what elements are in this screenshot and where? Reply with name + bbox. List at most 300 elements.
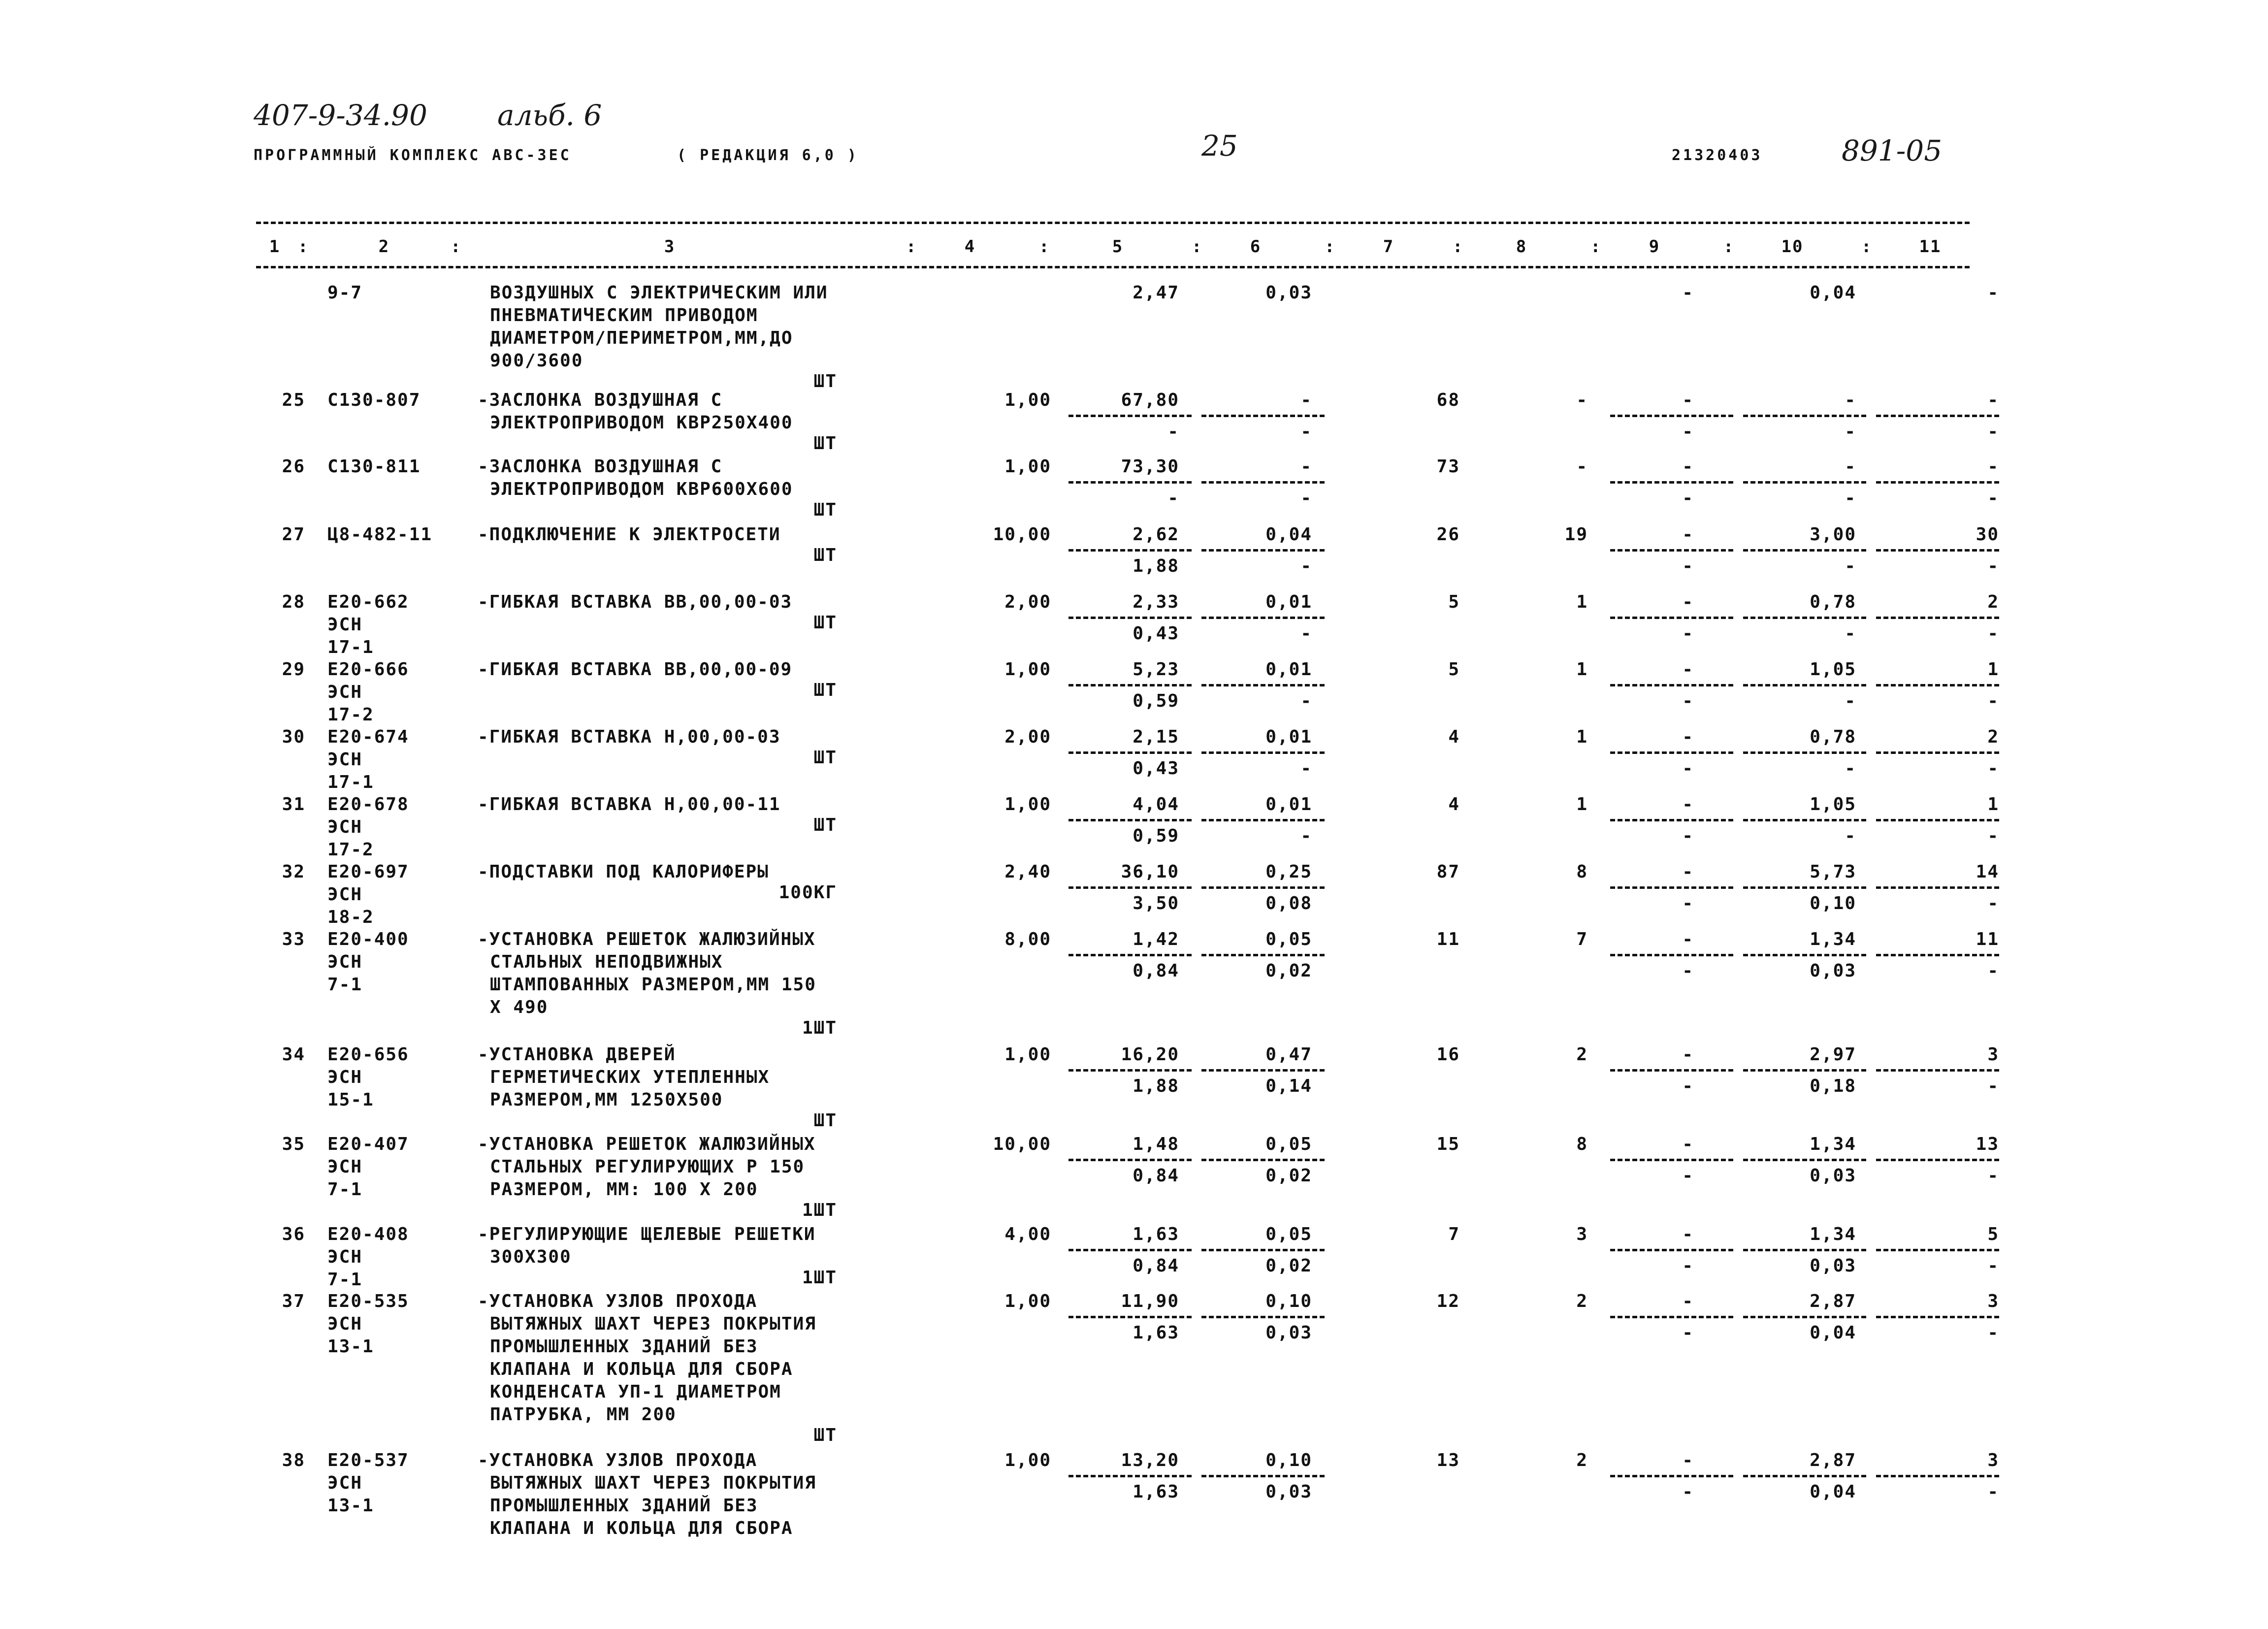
sub-value-col-11: - [1987, 1076, 1999, 1096]
work-description: -ГИБКАЯ ВСТАВКА ВВ,00,00-03 [478, 592, 793, 612]
value-col-4: 2,00 [1004, 592, 1051, 612]
value-divider [1743, 1316, 1866, 1318]
value-divider [1743, 415, 1866, 417]
value-col-5: 2,33 [1133, 592, 1179, 612]
resource-code: 17-1 [327, 637, 374, 657]
value-col-7: 4 [1448, 794, 1460, 814]
sub-value-col-11: - [1987, 691, 1999, 711]
value-divider [1876, 1069, 1999, 1072]
value-divider [1610, 1159, 1733, 1161]
value-col-8: - [1576, 456, 1588, 477]
value-divider [1876, 1316, 1999, 1318]
resource-code: Е20-656 [327, 1044, 409, 1065]
value-col-11: 2 [1987, 592, 1999, 612]
value-col-9: - [1682, 794, 1694, 814]
sub-value-col-5: 3,50 [1133, 893, 1179, 913]
unit-of-measure: 1ШТ [802, 1018, 837, 1038]
work-description: ПРОМЫШЛЕННЫХ ЗДАНИЙ БЕЗ [490, 1336, 758, 1357]
value-divider [1876, 819, 1999, 821]
header-bottom-rule [256, 266, 1970, 268]
work-description: Х 490 [490, 997, 549, 1017]
value-col-5: 36,10 [1121, 862, 1179, 882]
value-divider [1069, 684, 1192, 686]
work-description: -УСТАНОВКА РЕШЕТОК ЖАЛЮЗИЙНЫХ [478, 1134, 816, 1154]
sub-value-col-10: 0,04 [1810, 1323, 1856, 1343]
value-divider [1201, 617, 1325, 619]
value-col-5: 4,04 [1133, 794, 1179, 814]
resource-code: Е20-662 [327, 592, 409, 612]
sub-value-col-5: 0,59 [1133, 826, 1179, 846]
value-col-10: 0,78 [1810, 727, 1856, 747]
work-description: ВЫТЯЖНЫХ ШАХТ ЧЕРЕЗ ПОКРЫТИЯ [490, 1473, 816, 1493]
value-divider [1069, 886, 1192, 889]
value-col-4: 1,00 [1004, 1044, 1051, 1065]
row-number: 27 [282, 524, 305, 545]
resource-code: 9-7 [327, 283, 363, 303]
value-col-7: 7 [1448, 1224, 1460, 1244]
value-divider [1876, 549, 1999, 552]
row-number: 36 [282, 1224, 305, 1244]
unit-of-measure: ШТ [813, 1425, 837, 1445]
row-number: 28 [282, 592, 305, 612]
resource-code: 17-1 [327, 772, 374, 792]
value-col-10: 1,34 [1810, 1134, 1856, 1154]
value-col-5: 11,90 [1121, 1291, 1179, 1311]
value-col-4: 1,00 [1004, 390, 1051, 410]
value-divider [1201, 1475, 1325, 1477]
value-col-9: - [1682, 659, 1694, 680]
work-description: КЛАПАНА И КОЛЬЦА ДЛЯ СБОРА [490, 1359, 793, 1379]
sub-value-col-6: 0,08 [1265, 893, 1312, 913]
unit-of-measure: ШТ [813, 371, 837, 391]
value-col-11: 1 [1987, 794, 1999, 814]
sub-value-col-6: - [1300, 691, 1312, 711]
value-divider [1876, 481, 1999, 484]
unit-of-measure: 1ШТ [802, 1200, 837, 1220]
work-description: -ГИБКАЯ ВСТАВКА ВВ,00,00-09 [478, 659, 793, 680]
value-divider [1201, 1069, 1325, 1072]
doc-code-handwritten: 407-9-34.90 [254, 98, 427, 132]
sub-value-col-10: - [1845, 691, 1856, 711]
work-description: ШТАМПОВАННЫХ РАЗМЕРОМ,ММ 150 [490, 975, 816, 995]
sub-value-col-11: - [1987, 1482, 1999, 1502]
value-col-8: 2 [1576, 1044, 1588, 1065]
value-divider [1610, 1069, 1733, 1072]
value-col-9: - [1682, 390, 1694, 410]
value-divider [1069, 549, 1192, 552]
sub-value-col-6: - [1300, 758, 1312, 779]
value-divider [1876, 751, 1999, 754]
value-divider [1610, 886, 1733, 889]
sub-value-col-10: - [1845, 488, 1856, 508]
row-number: 29 [282, 659, 305, 680]
work-description: ПНЕВМАТИЧЕСКИМ ПРИВОДОМ [490, 305, 758, 326]
value-col-10: 0,04 [1810, 283, 1856, 303]
value-divider [1610, 549, 1733, 552]
unit-of-measure: ШТ [813, 545, 837, 565]
value-col-7: 13 [1436, 1450, 1460, 1470]
sub-value-col-9: - [1682, 488, 1694, 508]
work-description: -ЗАСЛОНКА ВОЗДУШНАЯ С [478, 456, 723, 477]
work-description: РАЗМЕРОМ,ММ 1250Х500 [490, 1090, 723, 1110]
value-divider [1201, 886, 1325, 889]
row-number: 25 [282, 390, 305, 410]
program-title: ПРОГРАММНЫЙ КОМПЛЕКС АВС-3ЕС [254, 147, 572, 164]
sub-value-col-9: - [1682, 1256, 1694, 1276]
value-divider [1201, 481, 1325, 484]
value-divider [1876, 1249, 1999, 1251]
work-description: ЭЛЕКТРОПРИВОДОМ КВР600Х600 [490, 479, 793, 499]
value-divider [1743, 481, 1866, 484]
column-separator: : [1723, 237, 1735, 257]
sub-value-col-6: 0,14 [1265, 1076, 1312, 1096]
unit-of-measure: 1ШТ [802, 1268, 837, 1288]
sub-value-col-10: 0,03 [1810, 1256, 1856, 1276]
value-col-6: 0,05 [1265, 929, 1312, 949]
value-col-4: 1,00 [1004, 794, 1051, 814]
value-divider [1876, 1159, 1999, 1161]
value-col-10: 2,87 [1810, 1291, 1856, 1311]
work-description: ВОЗДУШНЫХ С ЭЛЕКТРИЧЕСКИМ ИЛИ [490, 283, 828, 303]
sub-value-col-6: 0,02 [1265, 961, 1312, 981]
row-number: 31 [282, 794, 305, 814]
value-col-6: 0,25 [1265, 862, 1312, 882]
unit-of-measure: ШТ [813, 748, 837, 768]
sub-value-col-11: - [1987, 422, 1999, 442]
value-col-7: 26 [1436, 524, 1460, 545]
sub-value-col-11: - [1987, 961, 1999, 981]
unit-of-measure: ШТ [813, 680, 837, 700]
resource-code: 13-1 [327, 1496, 374, 1516]
work-description: РАЗМЕРОМ, ММ: 100 Х 200 [490, 1179, 758, 1200]
row-number: 30 [282, 727, 305, 747]
value-divider [1743, 1069, 1866, 1072]
work-description: ЭЛЕКТРОПРИВОДОМ КВР250Х400 [490, 413, 793, 433]
value-col-8: 2 [1576, 1450, 1588, 1470]
row-number: 35 [282, 1134, 305, 1154]
value-divider [1876, 886, 1999, 889]
value-col-6: - [1300, 456, 1312, 477]
resource-code: Е20-697 [327, 862, 409, 882]
resource-code: 7-1 [327, 975, 363, 995]
sub-value-col-10: - [1845, 422, 1856, 442]
work-description: -ГИБКАЯ ВСТАВКА Н,00,00-03 [478, 727, 781, 747]
value-col-9: - [1682, 1450, 1694, 1470]
resource-code: 13-1 [327, 1336, 374, 1357]
value-col-5: 5,23 [1133, 659, 1179, 680]
page-number-handwritten: 25 [1201, 129, 1238, 163]
value-col-11: 2 [1987, 727, 1999, 747]
sub-value-col-5: 1,63 [1133, 1482, 1179, 1502]
sub-value-col-6: 0,03 [1265, 1323, 1312, 1343]
value-col-8: 1 [1576, 592, 1588, 612]
value-col-7: 87 [1436, 862, 1460, 882]
value-col-8: 8 [1576, 862, 1588, 882]
sub-value-col-6: - [1300, 556, 1312, 576]
value-col-8: 1 [1576, 727, 1588, 747]
value-col-11: - [1987, 456, 1999, 477]
work-description: -ПОДКЛЮЧЕНИЕ К ЭЛЕКТРОСЕТИ [478, 524, 781, 545]
column-separator: : [298, 237, 309, 257]
resource-code: 15-1 [327, 1090, 374, 1110]
value-divider [1610, 415, 1733, 417]
value-divider [1610, 751, 1733, 754]
value-col-9: - [1682, 524, 1694, 545]
unit-of-measure: ШТ [813, 433, 837, 454]
value-divider [1069, 1159, 1192, 1161]
value-col-5: 2,47 [1133, 283, 1179, 303]
row-number: 33 [282, 929, 305, 949]
value-divider [1610, 954, 1733, 956]
sub-value-col-5: 0,84 [1133, 1166, 1179, 1186]
value-divider [1743, 1249, 1866, 1251]
value-col-9: - [1682, 727, 1694, 747]
resource-code: ЭСН [327, 1473, 363, 1493]
value-col-10: - [1845, 390, 1856, 410]
value-divider [1610, 1316, 1733, 1318]
sub-value-col-5: 0,84 [1133, 1256, 1179, 1276]
value-col-9: - [1682, 456, 1694, 477]
value-col-4: 1,00 [1004, 1450, 1051, 1470]
column-number-10: 10 [1781, 237, 1804, 257]
value-col-10: 1,34 [1810, 929, 1856, 949]
value-divider [1610, 617, 1733, 619]
value-divider [1876, 415, 1999, 417]
work-description: -ЗАСЛОНКА ВОЗДУШНАЯ С [478, 390, 723, 410]
value-divider [1069, 617, 1192, 619]
resource-code: Ц8-482-11 [327, 524, 433, 545]
sub-value-col-10: - [1845, 556, 1856, 576]
work-description: -РЕГУЛИРУЮЩИЕ ЩЕЛЕВЫЕ РЕШЕТКИ [478, 1224, 816, 1244]
value-col-6: 0,03 [1265, 283, 1312, 303]
column-separator: : [1453, 237, 1464, 257]
sub-value-col-10: 0,18 [1810, 1076, 1856, 1096]
sub-value-col-5: 0,84 [1133, 961, 1179, 981]
resource-code: С130-811 [327, 456, 421, 477]
sub-value-col-11: - [1987, 488, 1999, 508]
sub-value-col-10: 0,10 [1810, 893, 1856, 913]
value-col-5: 1,42 [1133, 929, 1179, 949]
work-description: -УСТАНОВКА УЗЛОВ ПРОХОДА [478, 1291, 758, 1311]
value-col-6: 0,01 [1265, 794, 1312, 814]
value-col-11: 3 [1987, 1450, 1999, 1470]
column-number-8: 8 [1516, 237, 1527, 257]
resource-code: ЭСН [327, 615, 363, 635]
sub-value-col-11: - [1987, 893, 1999, 913]
value-col-7: 11 [1436, 929, 1460, 949]
value-col-4: 1,00 [1004, 456, 1051, 477]
value-col-9: - [1682, 1224, 1694, 1244]
value-divider [1743, 684, 1866, 686]
resource-code: Е20-407 [327, 1134, 409, 1154]
value-divider [1069, 481, 1192, 484]
resource-code: Е20-535 [327, 1291, 409, 1311]
resource-code: С130-807 [327, 390, 421, 410]
resource-code: 7-1 [327, 1179, 363, 1200]
value-col-11: 3 [1987, 1291, 1999, 1311]
sub-value-col-10: 0,03 [1810, 961, 1856, 981]
value-col-8: 2 [1576, 1291, 1588, 1311]
value-col-5: 67,80 [1121, 390, 1179, 410]
sub-value-col-11: - [1987, 826, 1999, 846]
value-col-9: - [1682, 283, 1694, 303]
work-description: ПРОМЫШЛЕННЫХ ЗДАНИЙ БЕЗ [490, 1496, 758, 1516]
work-description: СТАЛЬНЫХ НЕПОДВИЖНЫХ [490, 952, 723, 972]
column-number-4: 4 [964, 237, 976, 257]
resource-code: Е20-666 [327, 659, 409, 680]
value-col-10: 3,00 [1810, 524, 1856, 545]
sub-value-col-5: 1,88 [1133, 1076, 1179, 1096]
sub-value-col-6: 0,02 [1265, 1166, 1312, 1186]
sub-value-col-6: - [1300, 488, 1312, 508]
value-col-9: - [1682, 929, 1694, 949]
value-col-8: - [1576, 390, 1588, 410]
column-number-9: 9 [1649, 237, 1660, 257]
work-description: ВЫТЯЖНЫХ ШАХТ ЧЕРЕЗ ПОКРЫТИЯ [490, 1314, 816, 1334]
value-col-8: 1 [1576, 659, 1588, 680]
value-col-10: 2,87 [1810, 1450, 1856, 1470]
sub-value-col-11: - [1987, 758, 1999, 779]
value-divider [1201, 684, 1325, 686]
column-separator: : [1192, 237, 1203, 257]
resource-code: ЭСН [327, 682, 363, 702]
sub-value-col-5: 0,59 [1133, 691, 1179, 711]
sub-value-col-5: 1,88 [1133, 556, 1179, 576]
sub-value-col-10: 0,03 [1810, 1166, 1856, 1186]
value-divider [1743, 886, 1866, 889]
work-description: 300Х300 [490, 1247, 572, 1267]
sub-value-col-10: - [1845, 826, 1856, 846]
value-divider [1610, 1475, 1733, 1477]
sub-value-col-6: - [1300, 422, 1312, 442]
sub-value-col-5: - [1167, 488, 1179, 508]
resource-code: ЭСН [327, 749, 363, 770]
resource-code: 18-2 [327, 907, 374, 927]
value-col-4: 4,00 [1004, 1224, 1051, 1244]
column-number-7: 7 [1383, 237, 1394, 257]
value-col-7: 5 [1448, 659, 1460, 680]
value-col-10: 2,97 [1810, 1044, 1856, 1065]
work-description: -ПОДСТАВКИ ПОД КАЛОРИФЕРЫ [478, 862, 769, 882]
value-divider [1201, 954, 1325, 956]
value-col-11: - [1987, 390, 1999, 410]
sub-value-col-5: - [1167, 422, 1179, 442]
sub-value-col-6: 0,02 [1265, 1256, 1312, 1276]
work-description: -УСТАНОВКА УЗЛОВ ПРОХОДА [478, 1450, 758, 1470]
value-divider [1069, 819, 1192, 821]
value-col-11: 14 [1976, 862, 1999, 882]
value-divider [1069, 751, 1192, 754]
value-col-9: - [1682, 1134, 1694, 1154]
value-divider [1201, 549, 1325, 552]
unit-of-measure: 100КГ [778, 882, 837, 903]
value-col-8: 3 [1576, 1224, 1588, 1244]
unit-of-measure: ШТ [813, 500, 837, 520]
work-description: КЛАПАНА И КОЛЬЦА ДЛЯ СБОРА [490, 1518, 793, 1538]
sub-value-col-10: 0,04 [1810, 1482, 1856, 1502]
sub-value-col-9: - [1682, 1323, 1694, 1343]
value-divider [1201, 1159, 1325, 1161]
value-divider [1743, 751, 1866, 754]
column-separator: : [1039, 237, 1050, 257]
value-divider [1743, 819, 1866, 821]
resource-code: ЭСН [327, 884, 363, 905]
value-col-6: 0,10 [1265, 1450, 1312, 1470]
value-divider [1201, 1316, 1325, 1318]
value-col-11: 3 [1987, 1044, 1999, 1065]
row-number: 34 [282, 1044, 305, 1065]
value-col-6: - [1300, 390, 1312, 410]
value-divider [1201, 1249, 1325, 1251]
value-col-4: 1,00 [1004, 659, 1051, 680]
sub-value-col-5: 1,63 [1133, 1323, 1179, 1343]
value-col-9: - [1682, 592, 1694, 612]
unit-of-measure: ШТ [813, 1110, 837, 1131]
work-description: -УСТАНОВКА РЕШЕТОК ЖАЛЮЗИЙНЫХ [478, 929, 816, 949]
row-number: 37 [282, 1291, 305, 1311]
value-col-8: 8 [1576, 1134, 1588, 1154]
column-separator: : [451, 237, 462, 257]
sub-value-col-9: - [1682, 422, 1694, 442]
value-divider [1610, 819, 1733, 821]
sub-value-col-6: - [1300, 623, 1312, 644]
column-number-1: 1 [269, 237, 281, 257]
sub-value-col-9: - [1682, 961, 1694, 981]
sub-value-col-11: - [1987, 1256, 1999, 1276]
column-number-6: 6 [1250, 237, 1262, 257]
column-number-3: 3 [664, 237, 676, 257]
value-divider [1201, 751, 1325, 754]
value-col-10: 0,78 [1810, 592, 1856, 612]
sub-value-col-9: - [1682, 556, 1694, 576]
work-description: -ГИБКАЯ ВСТАВКА Н,00,00-11 [478, 794, 781, 814]
value-col-4: 2,40 [1004, 862, 1051, 882]
value-divider [1610, 684, 1733, 686]
column-number-11: 11 [1919, 237, 1942, 257]
value-col-7: 12 [1436, 1291, 1460, 1311]
work-description: ПАТРУБКА, ММ 200 [490, 1404, 677, 1425]
value-col-9: - [1682, 862, 1694, 882]
value-col-11: 11 [1976, 929, 1999, 949]
sub-value-col-11: - [1987, 1166, 1999, 1186]
value-col-7: 68 [1436, 390, 1460, 410]
resource-code: Е20-400 [327, 929, 409, 949]
sub-value-col-9: - [1682, 623, 1694, 644]
value-col-4: 10,00 [993, 1134, 1051, 1154]
value-col-8: 1 [1576, 794, 1588, 814]
value-divider [1069, 954, 1192, 956]
value-divider [1743, 1159, 1866, 1161]
value-col-7: 73 [1436, 456, 1460, 477]
sub-value-col-9: - [1682, 893, 1694, 913]
sub-value-col-9: - [1682, 826, 1694, 846]
column-separator: : [1325, 237, 1336, 257]
resource-code: 7-1 [327, 1270, 363, 1290]
value-col-11: 13 [1976, 1134, 1999, 1154]
value-divider [1201, 415, 1325, 417]
resource-code: ЭСН [327, 1314, 363, 1334]
value-col-11: - [1987, 283, 1999, 303]
value-col-5: 13,20 [1121, 1450, 1179, 1470]
value-divider [1069, 1249, 1192, 1251]
column-separator: : [1590, 237, 1602, 257]
value-col-6: 0,47 [1265, 1044, 1312, 1065]
resource-code: ЭСН [327, 1067, 363, 1087]
resource-code: ЭСН [327, 952, 363, 972]
value-divider [1610, 1249, 1733, 1251]
sub-value-col-6: 0,03 [1265, 1482, 1312, 1502]
value-col-4: 2,00 [1004, 727, 1051, 747]
